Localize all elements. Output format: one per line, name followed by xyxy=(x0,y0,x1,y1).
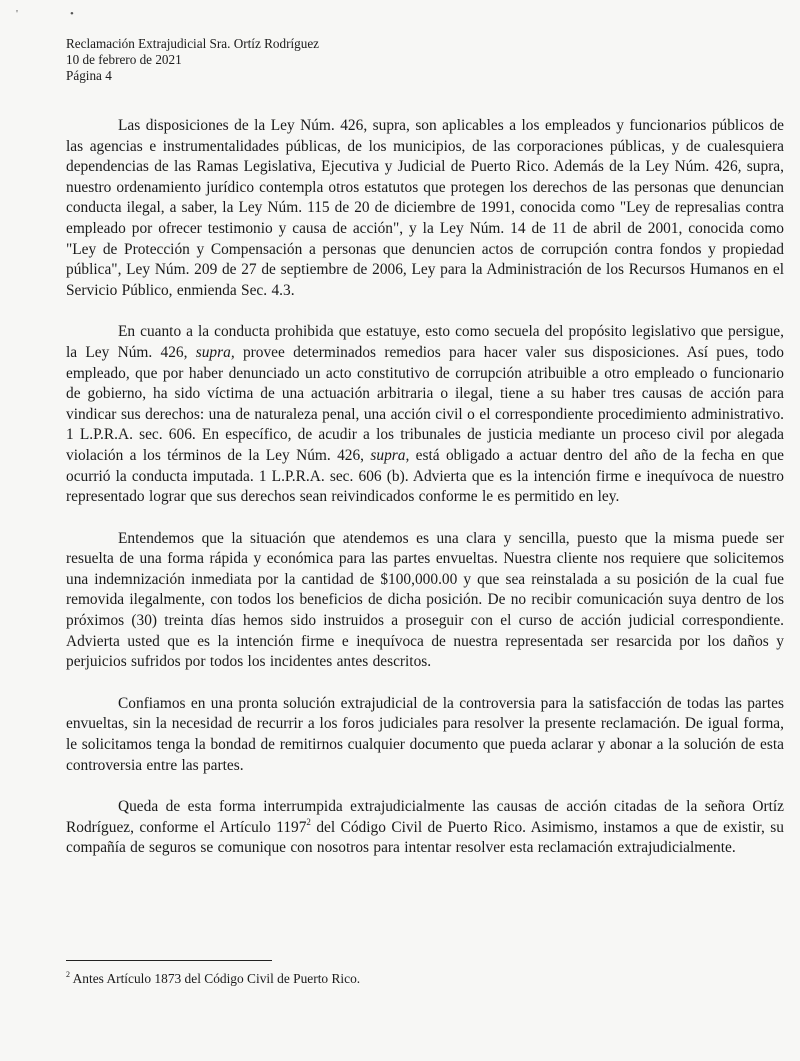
italic-supra: supra, xyxy=(195,343,235,361)
paragraph-ley-426-scope: Las disposiciones de la Ley Núm. 426, supra, son aplicables a los empleados y funcionarios públicos de las agencias e instrumentalidades públicas, de los municipios, de las corporaciones públicas, y de cualesquiera dependencias de las Ramas Legislativa, Ejecutiva y Judicial de Puerto Rico. Además de la Ley Núm. 426, supra, nuestro ordenamiento jurídico contempla otros estatutos que protegen los derechos de las personas que denuncian conducta ilegal, a saber, la Ley Núm. 115 de 20 de diciembre de 1991, conocida como "Ley de represalias contra empleado por ofrecer testimonio y causa de acción", y la Ley Núm. 14 de 11 de abril de 2001, conocida como "Ley de Protección y Compensación a personas que denuncien actos de corrupción contra fondos y propiedad pública", Ley Núm. 209 de 27 de septiembre de 2006, Ley para la Administración de los Recursos Humanos en el Servicio Público, enmienda Sec. 4.3. xyxy=(66,117,784,299)
letter-header xyxy=(66,36,319,84)
italic-supra: supra, xyxy=(370,446,410,464)
scan-mark: ' xyxy=(16,8,18,20)
footnote-marker: 2 xyxy=(66,969,70,979)
footnote-text: Antes Artículo 1873 del Código Civil de Puerto Rico. xyxy=(70,971,361,986)
paragraph-remedies: En cuanto a la conducta prohibida que estatuye, esto como secuela del propósito legislativo que persigue, la Ley Núm. 426, supra, provee determinados remedios para hacer valer sus disposiciones. Así pues, todo empleado, que por haber denunciado un acto constitutivo de corrupción atribuible a otro empleado o funcionario de gobierno, ha sido víctima de una actuación arbitraria o ilegal, tiene a su haber tres causas de acción para vindicar sus derechos: una de naturaleza penal, una acción civil o el correspondiente procedimiento administrativo. 1 L.P.R.A. sec. 606. En específico, de acudir a los tribunales de justicia mediante un proceso civil por alegada violación a los términos de la Ley Núm. 426, supra, está obligado a actuar dentro del año de la fecha en que ocurrió la conducta imputada. 1 L.P.R.A. sec. 606 (b). Advierta que es la intención firme e inequívoca de nuestro representado lograr que sus derechos sean reivindicados conforme le es permitido en ley. xyxy=(66,323,784,506)
footnote xyxy=(66,971,360,987)
footnote-separator xyxy=(66,960,272,961)
paragraph-extrajudicial-solution: Confiamos en una pronta solución extrajudicial de la controversia para la satisfacción de todas las partes envueltas, sin la necesidad de recurrir a los foros judiciales para resolver la presente reclamación. De igual forma, le solicitamos tenga la bondad de remitirnos cualquier documento que pueda aclarar y abonar a la solución de esta controversia entre las partes. xyxy=(66,694,784,774)
paragraph-interruption: Queda de esta forma interrumpida extrajudicialmente las causas de acción citadas de la señora Ortíz Rodríguez, conforme el Artículo 1197$^2$ del Código Civil de Puerto Rico. Asimismo, instamos a que de existir, su compañía de seguros se comunique con nosotros para intentar resolver esta reclamación extrajudicialmente. xyxy=(66,798,784,857)
paragraph-indemnization-request: Entendemos que la situación que atendemos es una clara y sencilla, puesto que la misma puede ser resuelta de una forma rápida y económica para las partes envueltas. Nuestra cliente nos requiere que solicitemos una indemnización inmediata por la cantidad de $100,000.00 y que sea reinstalada a su posición de la cual fue removida ilegalmente, con todos los beneficios de dicha posición. De no recibir comunicación suya dentro de los próximos (30) treinta días hemos sido instruidos a proseguir con el curso de acción judicial correspondiente. Advierta usted que es la intención firme e inequívoca de nuestra representada ser resarcida por los daños y perjuicios sufridos por todos los incidentes antes descritos. xyxy=(66,529,784,671)
header-date: 10 de febrero de 2021 xyxy=(66,52,182,67)
header-subject: Reclamación Extrajudicial Sra. Ortíz Rodríguez xyxy=(66,36,320,51)
letter-body xyxy=(66,116,784,880)
footnote-reference: 2 xyxy=(306,816,311,827)
scan-mark: • xyxy=(70,8,74,20)
header-page-number: Página 4 xyxy=(66,68,112,83)
